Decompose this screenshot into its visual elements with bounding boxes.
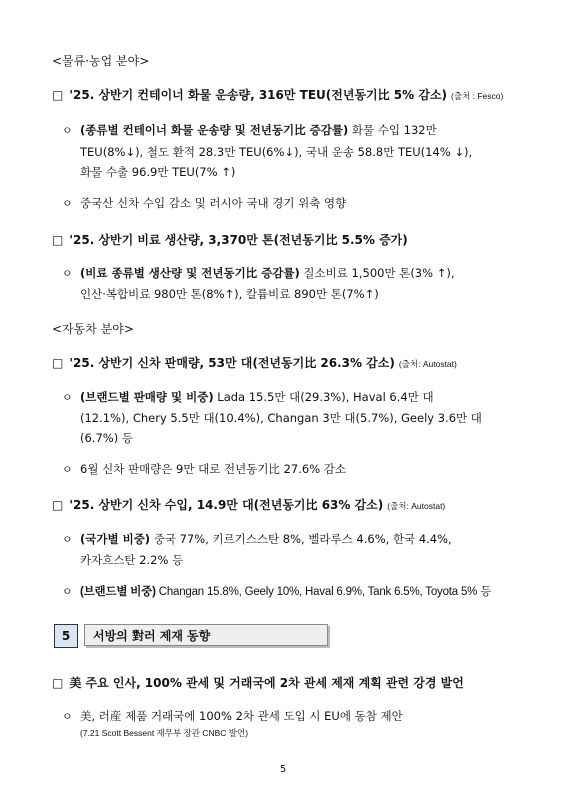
section-label-logistics: <물류·농업 분야> <box>52 54 150 68</box>
source-note: (출처 : Fesco) <box>451 91 504 101</box>
bullet-continuation: 인산·복합비료 980만 톤(8%↑), 칼륨비료 890만 톤(7%↑) <box>80 287 379 301</box>
section-label-auto: <자동차 분야> <box>52 322 134 336</box>
bullet-marker: ㅇ <box>62 267 73 280</box>
bullet-bold-label: (종류별 컨테이너 화물 운송량 및 전년동기比 증감률) <box>80 123 349 137</box>
heading-text: '25. 상반기 컨테이너 화물 운송량, 316만 TEU(전년동기比 5% 감소) <box>69 88 448 102</box>
bullet-marker: ㅇ <box>62 391 73 404</box>
bullet-continuation: TEU(8%↓), 철도 환적 28.3만 TEU(6%↓), 국내 운송 58.8만 TEU(14% ↓), <box>80 145 473 159</box>
checkbox-square-icon: □ <box>52 676 64 690</box>
bullet-note: (7.21 Scott Bessent 재무부 장관 CNBC 발언) <box>80 728 249 738</box>
bullet-text: Lada 15.5만 대(29.3%), Haval 6.4만 대 <box>213 390 434 404</box>
heading-fertilizer <box>52 231 408 248</box>
heading-car-sales <box>52 354 457 371</box>
heading-car-imports <box>52 496 445 513</box>
checkbox-square-icon: □ <box>52 356 64 370</box>
checkbox-square-icon: □ <box>52 88 64 102</box>
bullet-bold-label: (비료 종류별 생산량 및 전년동기比 증감률) <box>80 266 300 280</box>
bullet-bold-label: (국가별 비중) <box>80 532 151 546</box>
bullet-continuation: 화물 수출 96.9만 TEU(7% ↑) <box>80 165 236 179</box>
page-number: 5 <box>279 764 287 775</box>
heading-tariff-remarks <box>52 674 464 691</box>
bullet-marker: ㅇ <box>62 197 73 210</box>
bullet-text: 美, 러産 제품 거래국에 100% 2차 관세 도입 시 EU에 동참 제안 <box>80 709 403 723</box>
checkbox-square-icon: □ <box>52 233 64 247</box>
bullet-marker: ㅇ <box>62 533 73 546</box>
checkbox-square-icon: □ <box>52 498 64 512</box>
bullet-bold-label: (브랜드별 비중) <box>80 586 156 598</box>
source-note: (출처: Autostat) <box>398 359 457 369</box>
bullet-continuation: (6.7%) 등 <box>80 431 133 445</box>
bullet-text: 중국산 신차 수입 감소 및 러시아 국내 경기 위축 영향 <box>80 196 347 210</box>
bullet-text: Changan 15.8%, Geely 10%, Haval 6.9%, Tank 6.5%, Toyota 5% 등 <box>155 586 492 598</box>
bullet-marker: ㅇ <box>62 586 73 598</box>
bullet-continuation: (12.1%), Chery 5.5만 대(10.4%), Changan 3만 대(5.7%), Geely 3.6만 대 <box>80 411 482 425</box>
bullet-continuation: 카자흐스탄 2.2% 등 <box>80 553 184 567</box>
bullet-marker: ㅇ <box>62 124 73 137</box>
heading-text: '25. 상반기 신차 수입, 14.9만 대(전년동기比 63% 감소) <box>69 498 384 512</box>
source-note: (출처: Autostat) <box>387 501 446 511</box>
heading-text: 美 주요 인사, 100% 관세 및 거래국에 2차 관세 제재 계획 관련 강경 발언 <box>69 676 464 690</box>
bullet-marker: ㅇ <box>62 463 73 476</box>
bullet-marker: ㅇ <box>62 710 73 723</box>
section-number-badge: 5 <box>54 624 78 648</box>
section-title-box: 서방의 對러 제재 동향 <box>84 624 328 646</box>
heading-text: '25. 상반기 신차 판매량, 53만 대(전년동기比 26.3% 감소) <box>69 356 395 370</box>
bullet-text: 중국 77%, 키르기스스탄 8%, 벨라루스 4.6%, 한국 4.4%, <box>150 532 452 546</box>
bullet-bold-label: (브랜드별 판매량 및 비중) <box>80 390 214 404</box>
heading-text: '25. 상반기 비료 생산량, 3,370만 톤(전년동기比 5.5% 증가) <box>69 233 408 247</box>
bullet-text: 6월 신차 판매량은 9만 대로 전년동기比 27.6% 감소 <box>80 462 346 476</box>
bullet-text: 화물 수입 132만 <box>348 123 437 137</box>
bullet-text: 질소비료 1,500만 톤(3% ↑), <box>299 266 455 280</box>
heading-container-volume <box>52 86 503 103</box>
